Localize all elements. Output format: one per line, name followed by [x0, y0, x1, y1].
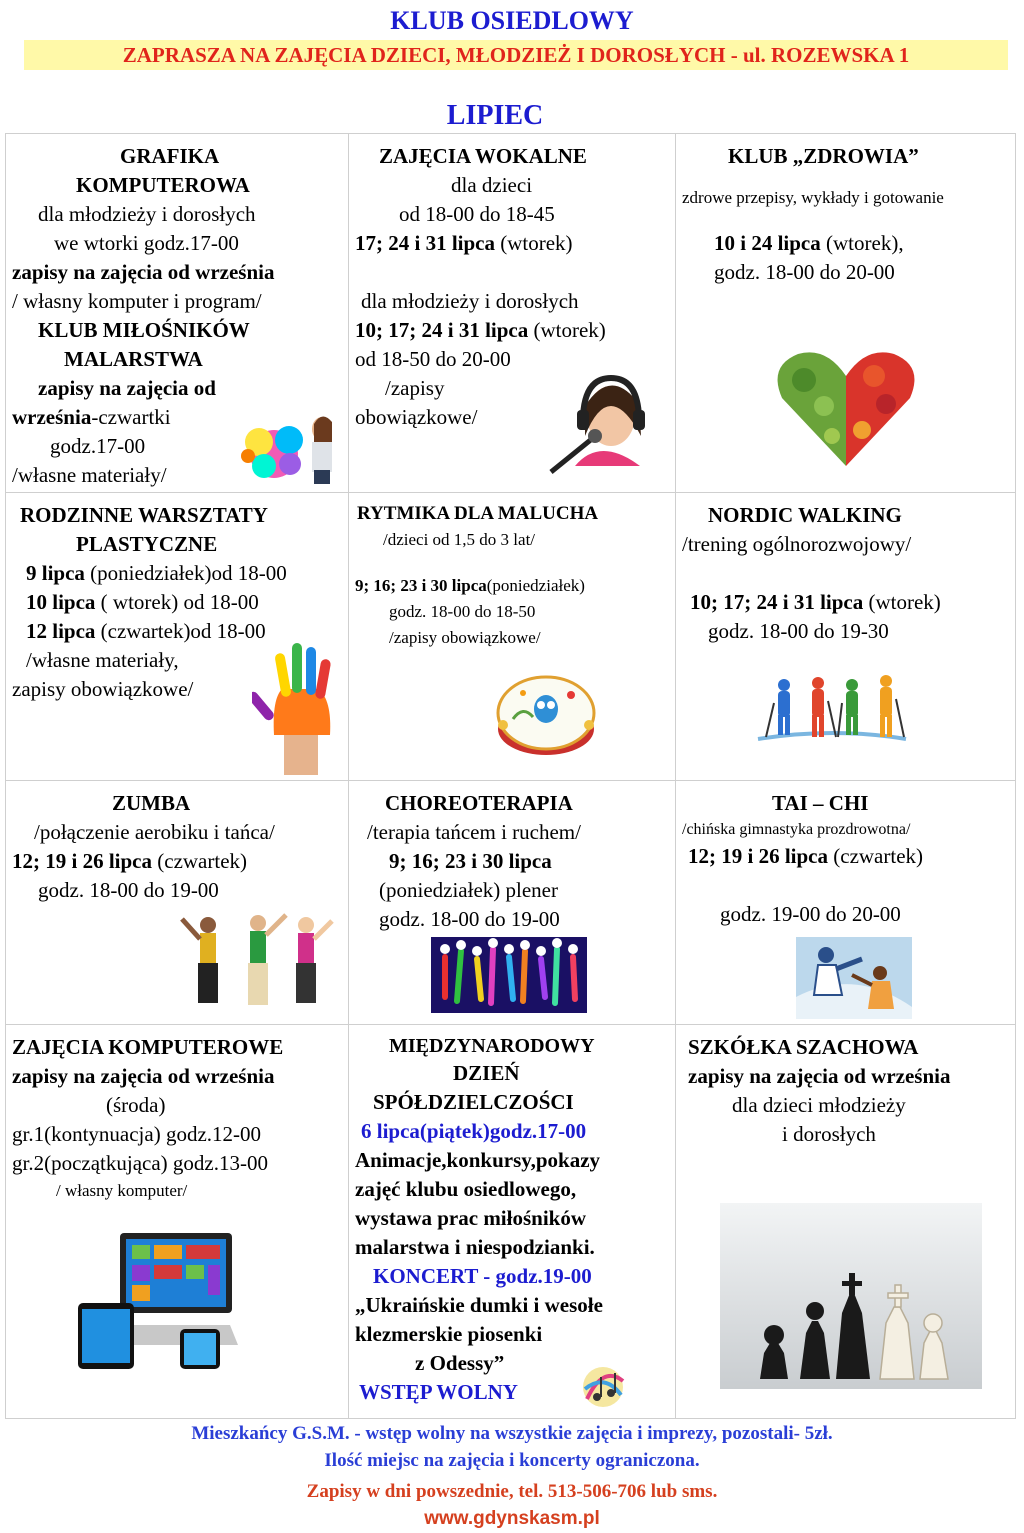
cell-text: / własny komputer/ [56, 1181, 188, 1200]
cell-text: /własne materiały/ [12, 463, 167, 487]
chess-pieces-image [720, 1203, 982, 1389]
free-entry-label: WSTĘP WOLNY [359, 1380, 518, 1404]
cell-text: (czwartek) [152, 849, 248, 873]
cell-text: dla młodzieży i dorosłych [361, 289, 579, 313]
cell-text: klezmerskie piosenki [355, 1322, 543, 1346]
cell-text: gr.1(kontynuacja) godz.12-00 [12, 1122, 262, 1146]
cell-title: SZKÓŁKA SZACHOWA [688, 1035, 919, 1059]
cell-title: GRAFIKA [120, 144, 220, 168]
cell-taichi [676, 781, 1016, 1025]
vegetable-heart-image [774, 346, 918, 470]
cell-text: (poniedziałek) plener [379, 878, 558, 902]
dancing-silhouettes-image [431, 937, 587, 1013]
cell-text: zapisy na zajęcia od września [12, 260, 275, 284]
cell-text: malarstwa i niespodzianki. [355, 1235, 595, 1259]
cell-text: (czwartek) [828, 844, 924, 868]
cell-text: -czwartki [91, 405, 171, 429]
cell-text: /terapia tańcem i ruchem/ [367, 820, 581, 844]
cell-text: godz. 18-00 do 18-50 [389, 602, 536, 621]
cell-text: (poniedziałek)od 18-00 [84, 561, 287, 585]
cell-title: ZAJĘCIA KOMPUTEROWE [12, 1035, 284, 1059]
painted-hand-image [252, 639, 348, 775]
cell-text: z Odessy” [415, 1351, 505, 1375]
cell-text: / własny komputer i program/ [12, 289, 262, 313]
cell-text: (czwartek)od 18-00 [95, 619, 266, 643]
cell-title: NORDIC WALKING [708, 503, 902, 527]
music-notes-image [577, 1359, 629, 1411]
cell-text: „Ukraińskie dumki i wesołe [355, 1293, 603, 1317]
cell-text: dla dzieci młodzieży [732, 1093, 906, 1117]
cell-title: TAI – CHI [772, 791, 869, 815]
footer-contact: Zapisy w dni powszednie, tel. 513-506-706 lub sms. [306, 1481, 718, 1502]
cell-title: MIĘDZYNARODOWY [389, 1035, 595, 1057]
footer-website-link[interactable]: www.gdynskasm.pl [424, 1508, 600, 1529]
cell-text: /trening ogólnorozwojowy/ [682, 532, 912, 556]
cell-text: 17; 24 i 31 lipca [355, 231, 495, 255]
cell-zumba [6, 781, 349, 1025]
concert-time: KONCERT - godz.19-00 [373, 1264, 592, 1288]
cell-rodzinne [6, 493, 349, 781]
cell-text: dla młodzieży i dorosłych [38, 202, 256, 226]
cell-szachy [676, 1025, 1016, 1419]
cell-text: dla dzieci [451, 173, 533, 197]
cell-title: RODZINNE WARSZTATY [20, 503, 268, 527]
cell-text: (poniedziałek) [486, 576, 585, 595]
cell-text: od 18-50 do 20-00 [355, 347, 511, 371]
cell-text: 12; 19 i 26 lipca [12, 849, 152, 873]
footer-line-2: Ilość miejsc na zajęcia i koncerty ograniczona. [324, 1450, 700, 1471]
cell-text: godz. 19-00 do 20-00 [720, 902, 901, 926]
computer-devices-image [70, 1225, 240, 1375]
cell-text: 9; 16; 23 i 30 lipca [389, 849, 552, 873]
cell-title: SPÓŁDZIELCZOŚCI [373, 1090, 574, 1114]
cell-zdrowia [676, 134, 1016, 493]
cell-text: 10 lipca [26, 590, 96, 614]
cell-title: ZUMBA [112, 791, 191, 815]
cell-text: 12; 19 i 26 lipca [688, 844, 828, 868]
cell-text: ( wtorek) od 18-00 [95, 590, 259, 614]
cell-title: PLASTYCZNE [76, 532, 218, 556]
cell-title: KLUB „ZDROWIA” [728, 144, 919, 168]
month-heading: LIPIEC [446, 100, 544, 131]
cell-text: od 18-00 do 18-45 [399, 202, 555, 226]
cell-grafika [6, 134, 349, 493]
cell-text: godz. 18-00 do 19-00 [38, 878, 219, 902]
cell-text: godz. 18-00 do 19-00 [379, 907, 560, 931]
cell-text: /połączenie aerobiku i tańca/ [34, 820, 275, 844]
cell-text: 10 i 24 lipca [714, 231, 821, 255]
cell-text: /zapisy [385, 376, 445, 400]
cell-text: wystawa prac miłośników [355, 1206, 587, 1230]
cell-rytmika [349, 493, 676, 781]
cell-text: i dorosłych [782, 1122, 876, 1146]
cell-title: MALARSTWA [64, 347, 203, 371]
cell-text: obowiązkowe/ [355, 405, 478, 429]
cell-text: godz. 18-00 do 20-00 [714, 260, 895, 284]
cell-text: zajęć klubu osiedlowego, [355, 1177, 577, 1201]
cell-text: /zapisy obowiązkowe/ [389, 628, 541, 647]
cell-text: /własne materiały, [26, 648, 179, 672]
cell-text: godz.17-00 [50, 434, 146, 458]
poster-title: KLUB OSIEDLOWY [390, 6, 634, 35]
cell-title: RYTMIKA DLA MALUCHA [357, 503, 599, 524]
cell-text: 9 lipca [26, 561, 85, 585]
cell-text: gr.2(początkująca) godz.13-00 [12, 1151, 268, 1175]
singer-headphones-image [545, 366, 655, 476]
cell-text: (wtorek) [495, 231, 573, 255]
cell-text: (środa) [106, 1093, 166, 1117]
cell-choreo [349, 781, 676, 1025]
cell-title: ZAJĘCIA WOKALNE [379, 144, 587, 168]
paint-splash-girl-image [234, 404, 346, 486]
cell-title: DZIEŃ [453, 1061, 520, 1085]
cell-text: (wtorek) [863, 590, 941, 614]
cell-title: KLUB MIŁOŚNIKÓW [38, 318, 250, 342]
cell-text: 10; 17; 24 i 31 lipca [690, 590, 864, 614]
cell-text: (wtorek) [528, 318, 606, 342]
cell-text: zapisy obowiązkowe/ [12, 677, 194, 701]
cell-spoldzielczosc [349, 1025, 676, 1419]
tambourine-owl-image [493, 669, 599, 761]
cell-title: CHOREOTERAPIA [385, 791, 573, 815]
cell-nordic [676, 493, 1016, 781]
schedule-grid [5, 133, 1016, 1419]
cell-title: KOMPUTEROWA [76, 173, 250, 197]
zumba-dancers-image [178, 911, 336, 1011]
cell-text: Animacje,konkursy,pokazy [355, 1148, 601, 1172]
tai-chi-figures-image [796, 937, 912, 1019]
cell-text: zapisy na zajęcia od września [688, 1064, 951, 1088]
nordic-walkers-image [754, 673, 910, 745]
cell-text: zapisy na zajęcia od września [12, 1064, 275, 1088]
cell-text: 9; 16; 23 i 30 lipca [355, 576, 487, 595]
event-date: 6 lipca(piątek)godz.17-00 [361, 1119, 587, 1143]
cell-text: zdrowe przepisy, wykłady i gotowanie [682, 188, 944, 207]
cell-wokalne [349, 134, 676, 493]
cell-text: września [12, 405, 92, 429]
footer-line-1: Mieszkańcy G.S.M. - wstęp wolny na wszystkie zajęcia i imprezy, pozostali- 5zł. [191, 1423, 833, 1444]
cell-text: /dzieci od 1,5 do 3 lat/ [383, 530, 536, 549]
footer-info [0, 1420, 1024, 1474]
cell-text: we wtorki godz.17-00 [54, 231, 239, 255]
cell-text: godz. 18-00 do 19-30 [708, 619, 889, 643]
cell-text: 10; 17; 24 i 31 lipca [355, 318, 529, 342]
cell-text: 12 lipca [26, 619, 96, 643]
poster-subtitle: ZAPRASZA NA ZAJĘCIA DZIECI, MŁODZIEŻ I DOROSŁYCH - ul. ROZEWSKA 1 [24, 40, 1008, 70]
cell-text: (wtorek), [820, 231, 904, 255]
cell-text: zapisy na zajęcia od [38, 376, 216, 400]
cell-text: /chińska gimnastyka prozdrowotna/ [682, 821, 911, 838]
cell-komputerowe [6, 1025, 349, 1419]
